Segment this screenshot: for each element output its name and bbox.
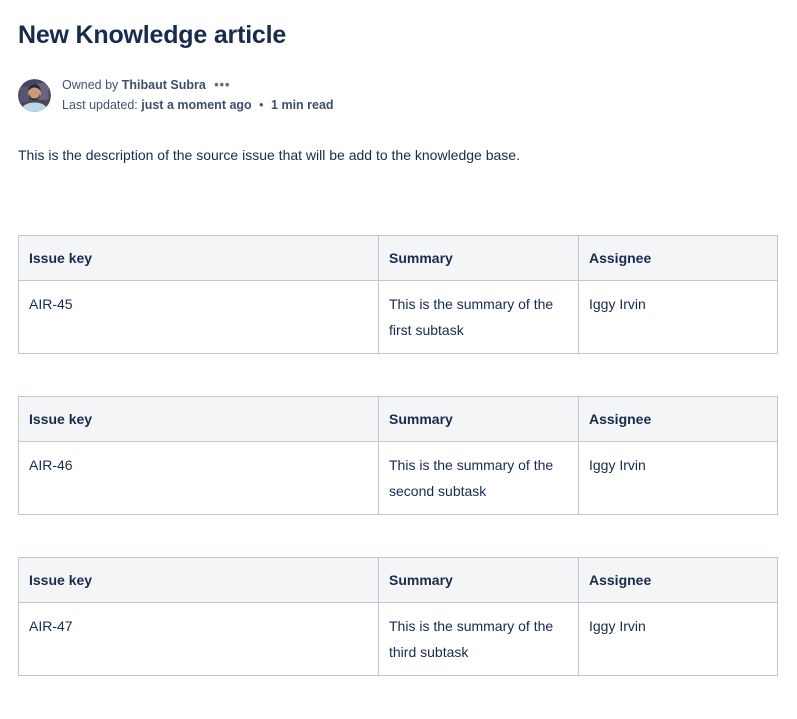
assignee-cell: Iggy Irvin — [579, 442, 778, 515]
col-header-assignee: Assignee — [579, 236, 778, 281]
col-header-issue-key: Issue key — [19, 236, 379, 281]
article-description: This is the description of the source issue that will be add to the knowledge base. — [18, 147, 520, 163]
byline-text — [62, 75, 334, 115]
page-title: New Knowledge article — [18, 21, 287, 49]
col-header-issue-key: Issue key — [19, 397, 379, 442]
summary-cell: This is the summary of the third subtask — [379, 603, 579, 676]
read-time: 1 min read — [271, 98, 334, 112]
col-header-assignee: Assignee — [579, 558, 778, 603]
last-updated-value[interactable]: just a moment ago — [141, 98, 252, 112]
knowledge-article-page — [0, 20, 797, 676]
table-row — [19, 603, 778, 676]
assignee-cell: Iggy Irvin — [579, 281, 778, 354]
byline — [18, 75, 777, 115]
table-header-row — [19, 558, 778, 603]
last-updated-label: Last updated: — [62, 98, 138, 112]
summary-cell: This is the summary of the first subtask — [379, 281, 579, 354]
col-header-issue-key: Issue key — [19, 558, 379, 603]
col-header-summary: Summary — [379, 236, 579, 281]
dot-separator: • — [259, 98, 264, 112]
owner-name[interactable]: Thibaut Subra — [121, 78, 206, 92]
assignee-cell: Iggy Irvin — [579, 603, 778, 676]
col-header-assignee: Assignee — [579, 397, 778, 442]
avatar-image — [18, 79, 51, 112]
last-updated-row — [62, 95, 334, 115]
owner-avatar[interactable] — [18, 79, 51, 112]
more-options-icon[interactable]: ••• — [214, 78, 231, 92]
col-header-summary: Summary — [379, 397, 579, 442]
issue-key-cell: AIR-47 — [19, 603, 379, 676]
col-header-summary: Summary — [379, 558, 579, 603]
table-row — [19, 281, 778, 354]
issue-key-cell: AIR-45 — [19, 281, 379, 354]
summary-cell: This is the summary of the second subtask — [379, 442, 579, 515]
table-header-row — [19, 236, 778, 281]
owned-by-row — [62, 75, 334, 95]
table-row — [19, 442, 778, 515]
table-header-row — [19, 397, 778, 442]
subtask-table-1 — [18, 235, 778, 354]
subtask-table-2 — [18, 396, 778, 515]
owned-by-label: Owned by — [62, 78, 119, 92]
issue-key-cell: AIR-46 — [19, 442, 379, 515]
subtask-table-3 — [18, 557, 778, 676]
